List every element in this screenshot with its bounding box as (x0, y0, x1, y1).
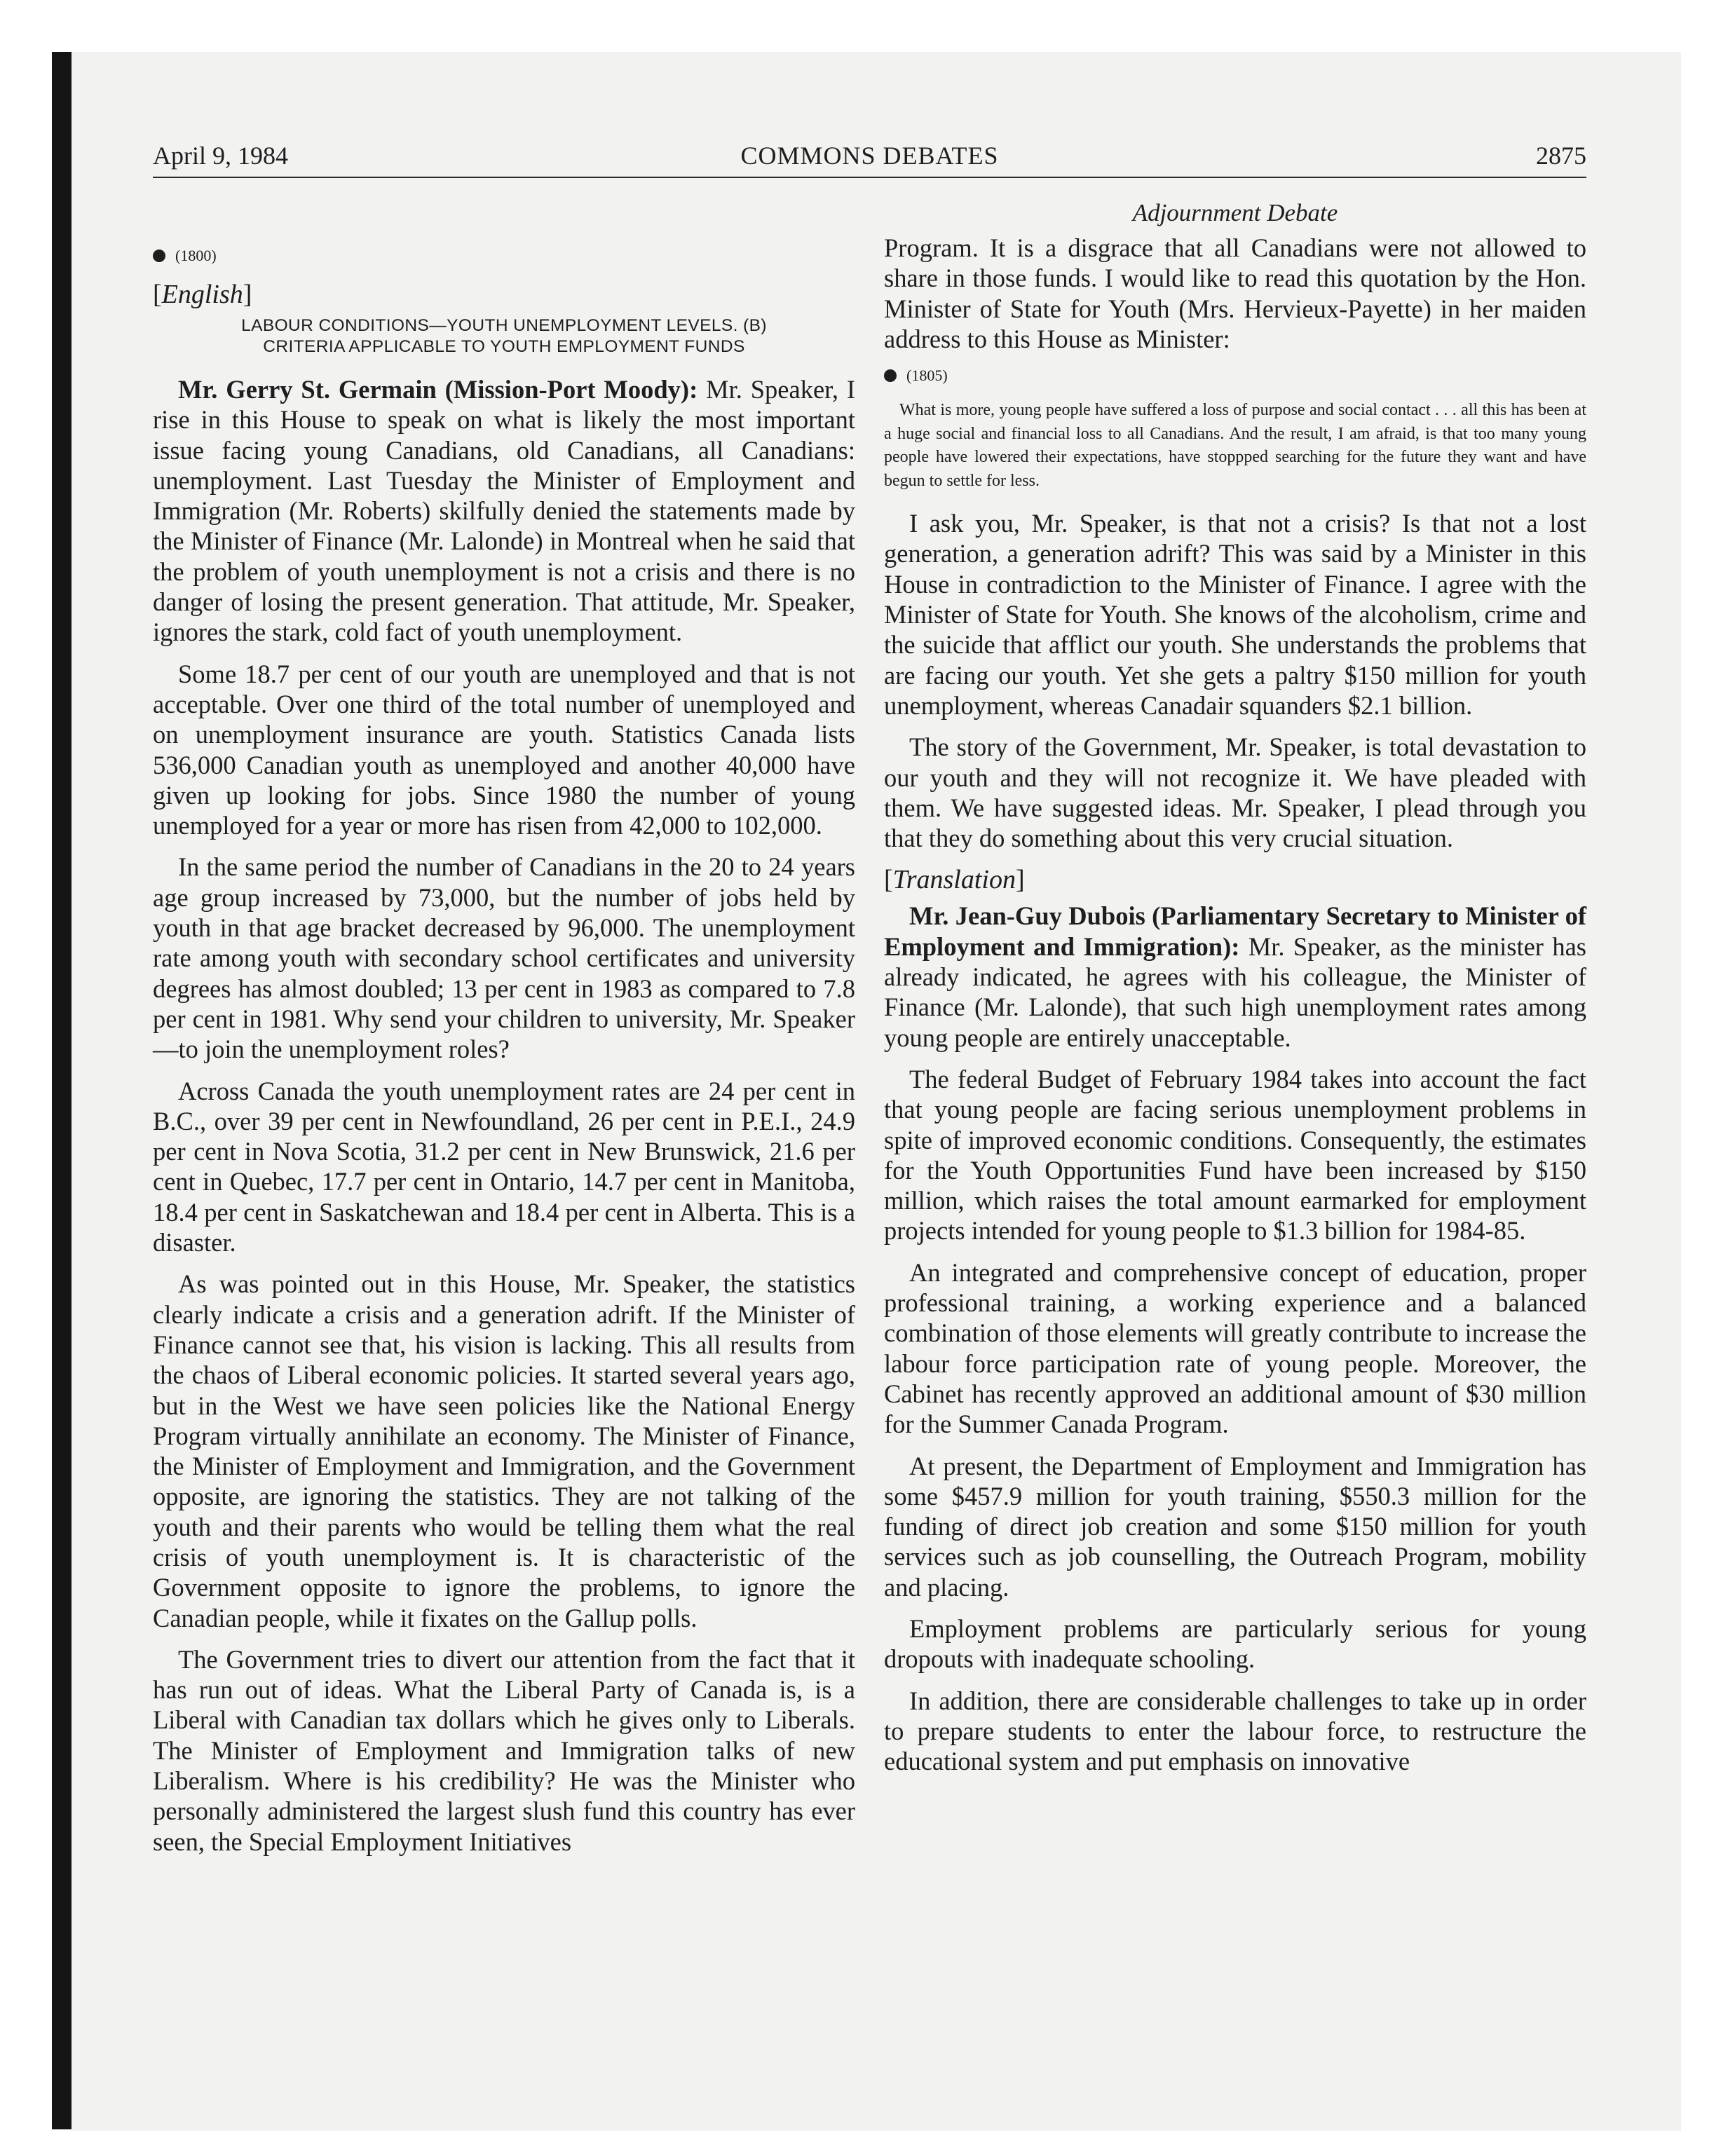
paragraph: Program. It is a disgrace that all Canadians were not allowed to share in those funds. I would like to read this quotation by the Hon. Minister of State for Youth (Mrs. Hervieux-Payette) in her maiden address to this House as Minister: (884, 233, 1586, 353)
header-page-number: 2875 (1536, 142, 1586, 170)
running-head (153, 140, 1586, 178)
paragraph: The federal Budget of February 1984 takes into account the fact that young people are facing serious unemployment problems in spite of improved economic conditions. Consequently, the estimates for the Youth Opportunities Fund have been increased by $150 million, which raises the total amount earmarked for employment projects intended for young people to $1.3 billion for 1984-85. (884, 1064, 1586, 1246)
paragraph: As was pointed out in this House, Mr. Speaker, the statistics clearly indicate a crisis and a generation adrift. If the Minister of Finance cannot see that, his vision is lacking. This all results from the chaos of Liberal economic policies. It started several years ago, but in the West we have seen policies like the National Energy Program virtually annihilate an economy. The Minister of Finance, the Minister of Employment and Immigration, and the Government opposite, are ignoring the statistics. They are not talking of the youth and their parents who would be telling them what the real crisis of youth unemployment is. It is characteristic of the Government opposite to ignore the problems, to ignore the Canadian people, while it fixates on the Gallup polls. (153, 1269, 855, 1632)
speaker-name: Mr. Jean-Guy Dubois (Parliamentary Secretary to Minister of Employment and Immigration): (884, 901, 1586, 961)
paragraph: I ask you, Mr. Speaker, is that not a crisis? Is that not a lost generation, a generation adrift? This was said by a Minister in this House in contradiction to the Minister of Finance. I agree with the Minister of State for Youth. She knows of the alcoholism, crime and the suicide that afflict our youth. She understands the problems that are facing our youth. Yet she gets a paltry $150 million for youth unemployment, whereas Canadair squanders $2.1 billion. (884, 509, 1586, 720)
speaker-name: Mr. Gerry St. Germain (Mission-Port Moody): (178, 375, 698, 404)
time-marker-1800 (153, 245, 855, 266)
language-label: [ English ] (153, 279, 855, 310)
right-column (884, 198, 1586, 1787)
paragraph: In addition, there are considerable challenges to take up in order to prepare students to enter the labour force, to restructure the educational system and put emphasis on innovative (884, 1686, 1586, 1776)
time-marker-text: (1805) (906, 367, 948, 385)
block-quote: What is more, young people have suffered a loss of purpose and social contact . . . all this has been at a huge social and financial loss to all Canadians. And the result, I am afraid, is that too many young people have lowered their expectations, have stoppped searching for the future they want and have begun to settle for less. (884, 401, 1586, 490)
paragraph: The Government tries to divert our attention from the fact that it has run out of ideas. What the Liberal Party of Canada is, is a Liberal with Canadian tax dollars which he gives only to Liberals. The Minister of Employment and Immigration talks of new Liberalism. Where is his credibility? He was the Minister who personally administered the largest slush fund this country has ever seen, the Special Employment Initiatives (153, 1644, 855, 1856)
paragraph: Some 18.7 per cent of our youth are unemployed and that is not acceptable. Over one third of the total number of unemployed and on unemployment insurance are youth. Statistics Canada lists 536,000 Canadian youth as unemployed and another 40,000 have given up looking for jobs. Since 1980 the number of young unemployed for a year or more has risen from 42,000 to 102,000. (153, 659, 855, 840)
paragraph (153, 374, 855, 648)
paragraph: At present, the Department of Employment and Immigration has some $457.9 million for youth training, $550.3 million for the funding of direct job creation and some $150 million for youth services such as job counselling, the Outreach Program, mobility and placing. (884, 1451, 1586, 1602)
paragraph: In the same period the number of Canadians in the 20 to 24 years age group increased by 73,000, but the number of jobs held by youth in that age bracket decreased by 96,000. The unemployment rate among youth with secondary school certificates and university degrees has almost doubled; 13 per cent in 1983 as compared to 7.8 per cent in 1981. Why send your children to university, Mr. Speaker—to join the unemployment roles? (153, 852, 855, 1064)
bullet-icon (884, 369, 897, 382)
paragraph: Employment problems are particularly serious for young dropouts with inadequate schooling. (884, 1613, 1586, 1674)
header-date: April 9, 1984 (153, 142, 288, 170)
subject-heading (153, 315, 855, 357)
paragraph: An integrated and comprehensive concept of education, proper professional training, a working experience and a balanced combination of those elements will greatly contribute to increase the labour force participation rate of young people. Moreover, the Cabinet has recently approved an additional amount of $30 million for the Summer Canada Program. (884, 1257, 1586, 1439)
language-label: [ Translation ] (884, 864, 1586, 895)
scan-edge-shadow (52, 52, 72, 2129)
time-marker-text: (1800) (175, 247, 217, 264)
paragraph-text: Mr. Speaker, I rise in this House to speak on what is likely the most important issue facing young Canadians, old Canadians, all Canadians: unemployment. Last Tuesday the Minister of Employment and Immigration (Mr. Roberts) skilfully denied the statements made by the Minister of Finance (Mr. Lalonde) in Montreal when he said that the problem of youth unemployment is not a crisis and there is no danger of losing the present generation. That attitude, Mr. Speaker, ignores the stark, cold fact of youth unemployment. (153, 375, 855, 647)
column-heading: Adjournment Debate (1132, 199, 1338, 226)
left-column (153, 238, 855, 1868)
subject-line-2: CRITERIA APPLICABLE TO YOUTH EMPLOYMENT FUNDS (263, 337, 745, 356)
paragraph: Across Canada the youth unemployment rates are 24 per cent in B.C., over 39 per cent in Newfoundland, 26 per cent in P.E.I., 24.9 per cent in Nova Scotia, 31.2 per cent in New Brunswick, 21.6 per cent in Quebec, 17.7 per cent in Ontario, 14.7 per cent in Manitoba, 18.4 per cent in Saskatchewan and 18.4 per cent in Alberta. This is a disaster. (153, 1076, 855, 1257)
paragraph (884, 901, 1586, 1052)
paragraph-text: Mr. Speaker, as the minister has already indicated, he agrees with his colleague, the Minister of Finance (Mr. Lalonde), that such high unemployment rates among young people are entirely unacceptable. (884, 932, 1587, 1052)
bullet-icon (153, 250, 165, 262)
paragraph: The story of the Government, Mr. Speaker, is total devastation to our youth and they will not recognize it. We have pleaded with them. We have suggested ideas. Mr. Speaker, I plead through you that they do something about this very crucial situation. (884, 732, 1586, 853)
time-marker-1805 (884, 365, 1586, 386)
header-title: COMMONS DEBATES (740, 142, 999, 170)
subject-line-1: LABOUR CONDITIONS—YOUTH UNEMPLOYMENT LEVELS. (B) (241, 316, 767, 335)
